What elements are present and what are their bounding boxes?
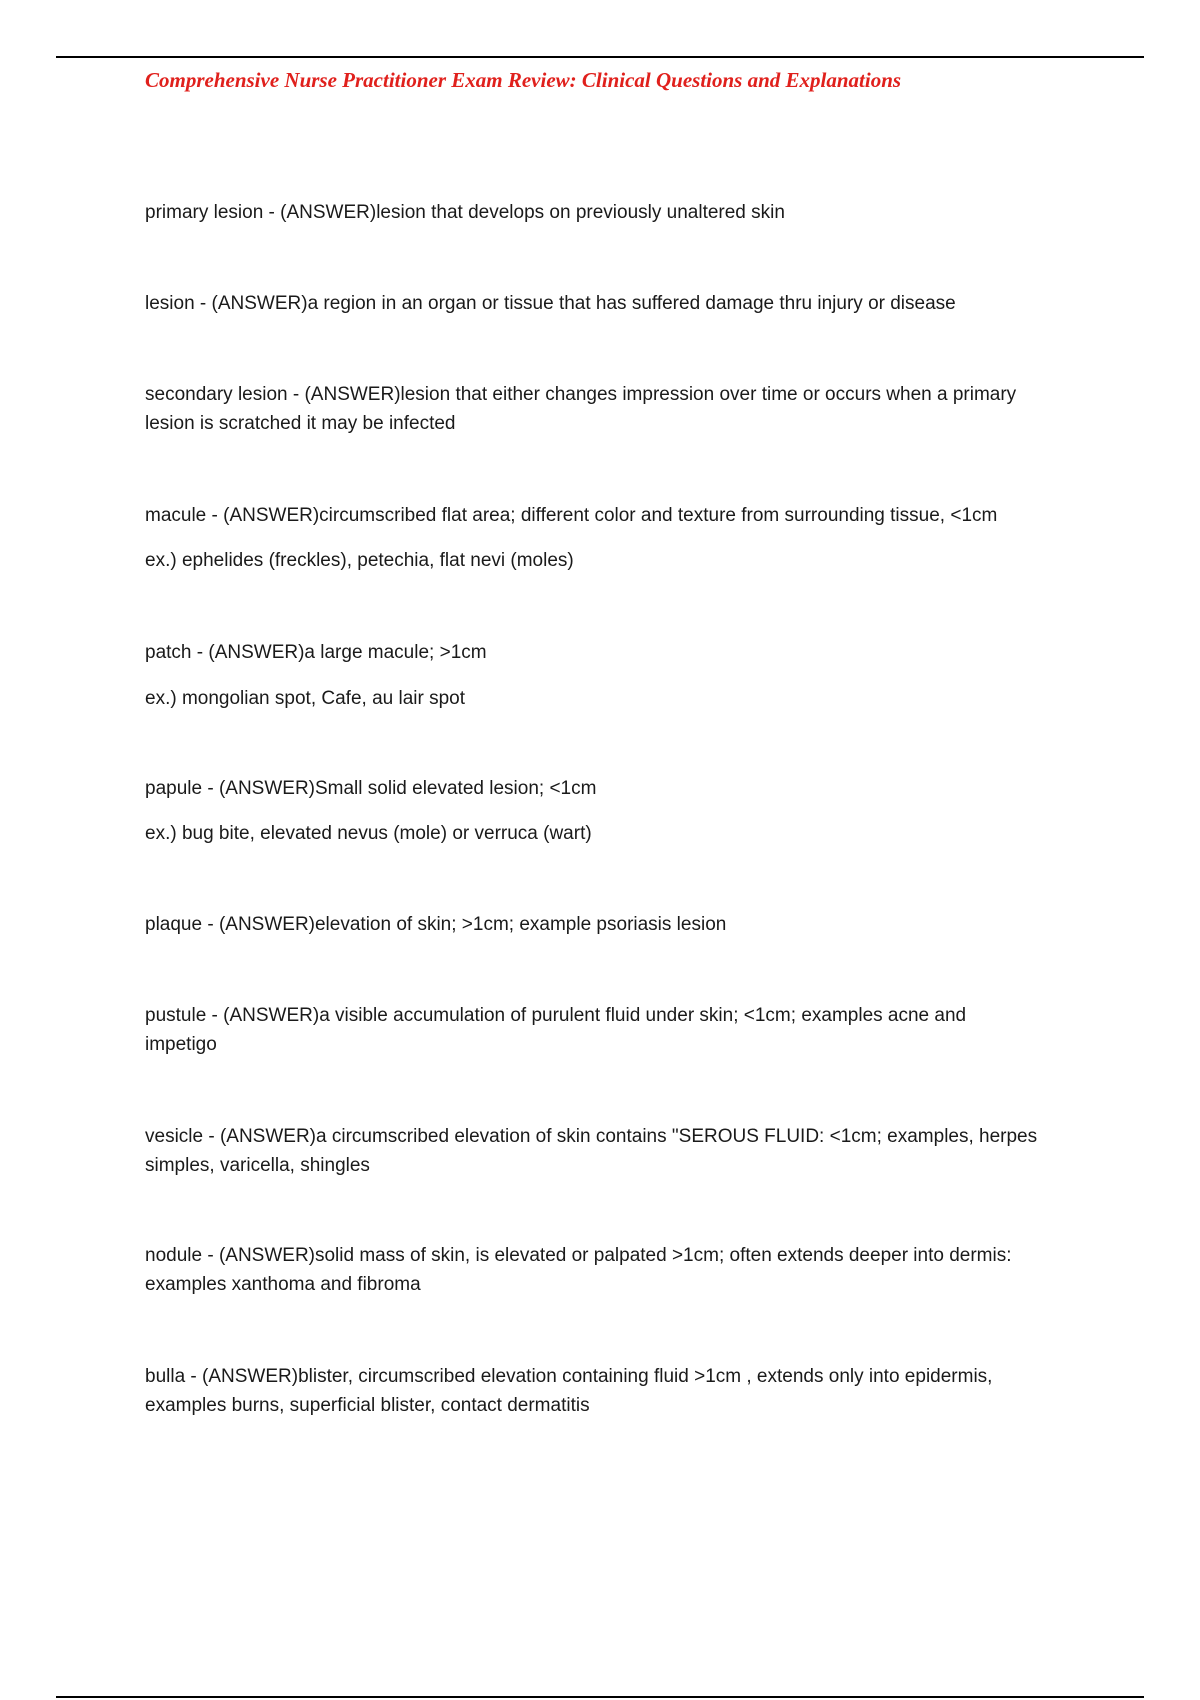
entry-text: macule - (ANSWER)circumscribed flat area; different color and texture from surrounding tissue, <1cm bbox=[145, 505, 998, 526]
entry-lesion bbox=[145, 289, 1075, 318]
entry-text-continued: impetigo bbox=[145, 1034, 217, 1055]
entry-text: nodule - (ANSWER)solid mass of skin, is elevated or palpated >1cm; often extends deeper into dermis: bbox=[145, 1245, 1012, 1266]
entry-vesicle bbox=[145, 1122, 1075, 1180]
document-title: Comprehensive Nurse Practitioner Exam Review: Clinical Questions and Explanations bbox=[145, 68, 902, 92]
entry-text: lesion - (ANSWER)a region in an organ or tissue that has suffered damage thru injury or disease bbox=[145, 293, 956, 314]
entry-pustule bbox=[145, 1001, 1075, 1059]
entry-text: patch - (ANSWER)a large macule; >1cm bbox=[145, 642, 487, 663]
entry-text: secondary lesion - (ANSWER)lesion that either changes impression over time or occurs when a primary bbox=[145, 384, 1017, 405]
entry-secondary-lesion bbox=[145, 380, 1075, 438]
entry-papule-example: ex.) bug bite, elevated nevus (mole) or verruca (wart) bbox=[145, 823, 592, 844]
entry-papule bbox=[145, 774, 1075, 803]
entry-patch bbox=[145, 638, 1075, 667]
entry-text-continued: lesion is scratched it may be infected bbox=[145, 413, 456, 434]
entry-text: vesicle - (ANSWER)a circumscribed elevation of skin contains "SEROUS FLUID: <1cm; examples, herpes bbox=[145, 1126, 1038, 1147]
entry-primary-lesion bbox=[145, 198, 1075, 227]
entry-text: primary lesion - (ANSWER)lesion that develops on previously unaltered skin bbox=[145, 202, 785, 223]
entry-text-continued: examples burns, superficial blister, contact dermatitis bbox=[145, 1395, 590, 1416]
entry-text-continued: examples xanthoma and fibroma bbox=[145, 1274, 421, 1295]
entry-text: pustule - (ANSWER)a visible accumulation of purulent fluid under skin; <1cm; examples acne and bbox=[145, 1005, 967, 1026]
entry-text: bulla - (ANSWER)blister, circumscribed elevation containing fluid >1cm , extends only into epidermis, bbox=[145, 1366, 993, 1387]
entry-nodule bbox=[145, 1241, 1075, 1299]
entry-macule-example: ex.) ephelides (freckles), petechia, flat nevi (moles) bbox=[145, 550, 574, 571]
entry-text-continued: simples, varicella, shingles bbox=[145, 1155, 370, 1176]
entry-text: plaque - (ANSWER)elevation of skin; >1cm; example psoriasis lesion bbox=[145, 914, 727, 935]
header-rule bbox=[56, 56, 1144, 58]
footer-rule bbox=[56, 1696, 1144, 1698]
entry-bulla bbox=[145, 1362, 1075, 1420]
entry-patch-example: ex.) mongolian spot, Cafe, au lair spot bbox=[145, 688, 466, 709]
entry-text: papule - (ANSWER)Small solid elevated lesion; <1cm bbox=[145, 778, 597, 799]
entry-plaque bbox=[145, 910, 1075, 939]
entry-macule bbox=[145, 501, 1075, 530]
